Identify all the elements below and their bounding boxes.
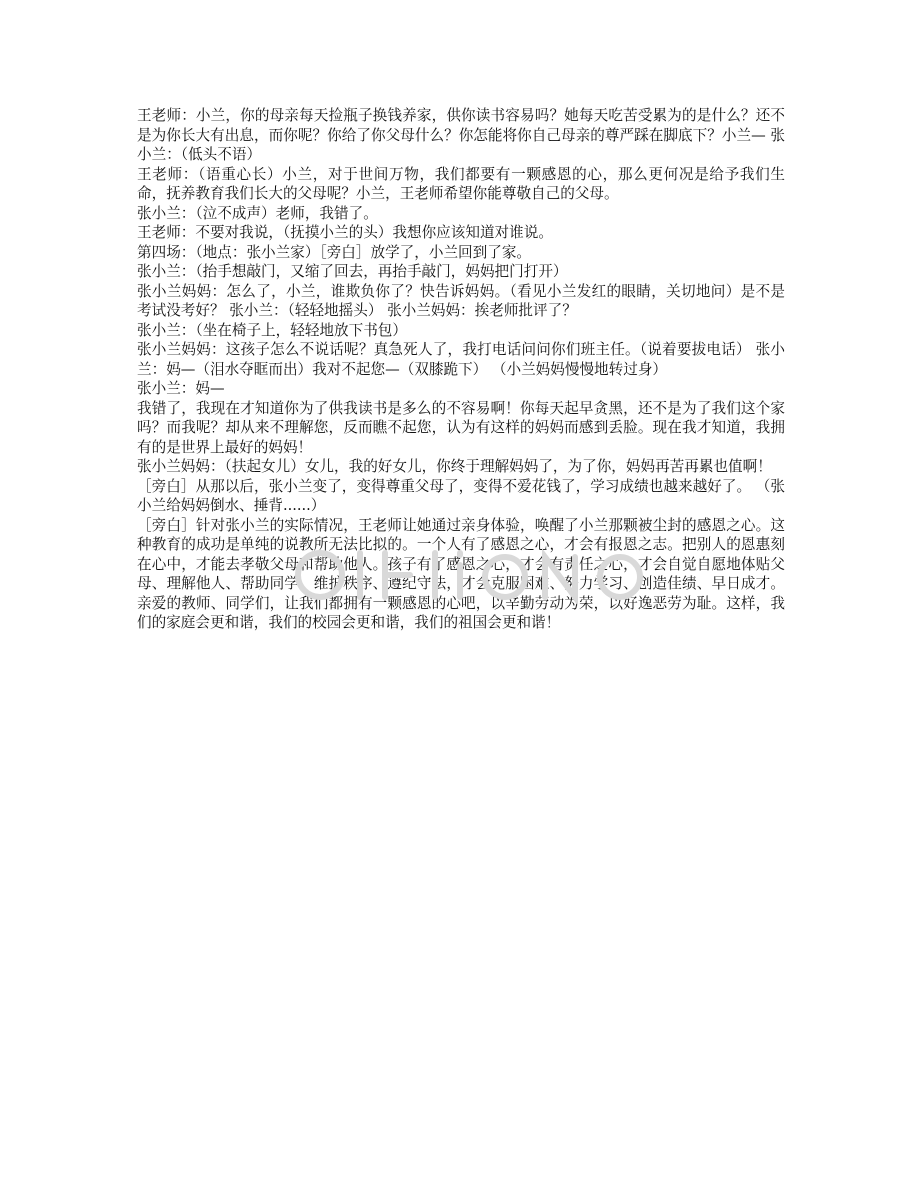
paragraph-13: ［旁白］从那以后，张小兰变了，变得尊重父母了，变得不爱花钱了，学习成绩也越来越好了。 （张小兰给妈妈倒水、捶背......） — [137, 477, 785, 514]
paragraph-12: 张小兰妈妈：（扶起女儿）女儿，我的好女儿，你终于理解妈妈了，为了你，妈妈再苦再累也值啊！ — [137, 458, 772, 475]
paragraph-7: 张小兰妈妈：怎么了，小兰，谁欺负你了？快告诉妈妈。（看见小兰发红的眼睛，关切地问）是不是考试没考好？ 张小兰：（轻轻地摇头） 张小兰妈妈：挨老师批评了？ — [137, 282, 785, 319]
paragraph-3: 张小兰：（泣不成声）老师，我错了。 — [137, 204, 378, 222]
paragraph-8: 张小兰：（坐在椅子上，轻轻地放下书包） — [137, 321, 407, 339]
document-body — [137, 106, 785, 633]
paragraph-11: 我错了，我现在才知道你为了供我读书是多么的不容易啊！你每天起早贪黑，还不是为了我们这个家吗？而我呢？却从来不理解您，反而瞧不起您，认为有这样的妈妈而感到丢脸。现在我才知道，我拥有的是世界上最好的妈妈！ — [137, 399, 785, 456]
paragraph-14: ［旁白］针对张小兰的实际情况，王老师让她通过亲身体验，唤醒了小兰那颗被尘封的感恩之心。这种教育的成功是单纯的说教所无法比拟的。一个人有了感恩之心，才会有报恩之志。把别人的恩惠刻在心中，才能去孝敬父母和帮助他人。孩子有了感恩之心，才会有责任之心，才会自觉自愿地体贴父母、理解他人、帮助同学、维护秩序、遵纪守法，才会克服困难、努力学习、创造佳绩、早日成才。亲爱的教师、同学们，让我们都拥有一颗感恩的心吧，以辛勤劳动为荣，以好逸恶劳为耻。这样，我们的家庭会更和谐，我们的校园会更和谐，我们的祖国会更和谐！ — [137, 516, 785, 631]
paragraph-5: 第四场：（地点：张小兰家）［旁白］放学了，小兰回到了家。 — [137, 243, 532, 261]
paragraph-2: 王老师：（语重心长）小兰，对于世间万物，我们都要有一颗感恩的心，那么更何况是给予我们生命，抚养教育我们长大的父母呢？小兰，王老师希望你能尊敬自己的父母。 — [137, 165, 785, 202]
paragraph-6: 张小兰：（抬手想敲门，又缩了回去，再抬手敲门，妈妈把门打开） — [137, 263, 568, 280]
paragraph-10: 张小兰：妈— — [137, 380, 225, 397]
paragraph-4: 王老师：不要对我说，（抚摸小兰的头）我想你应该知道对谁说。 — [137, 224, 553, 241]
paragraph-1: 王老师：小兰，你的母亲每天捡瓶子换钱养家，供你读书容易吗？她每天吃苦受累为的是什么？还不是为你长大有出息，而你呢？你给了你父母什么？你怎能将你自己母亲的尊严踩在脚底下？小兰— 张小兰：（低头不语） — [137, 107, 785, 163]
paragraph-9: 张小兰妈妈：这孩子怎么不说话呢？真急死人了，我打电话问问你们班主任。（说着要拔电话） 张小兰：妈—（泪水夺眶而出）我对不起您—（双膝跪下） （小兰妈妈慢慢地转过身） — [137, 341, 785, 378]
